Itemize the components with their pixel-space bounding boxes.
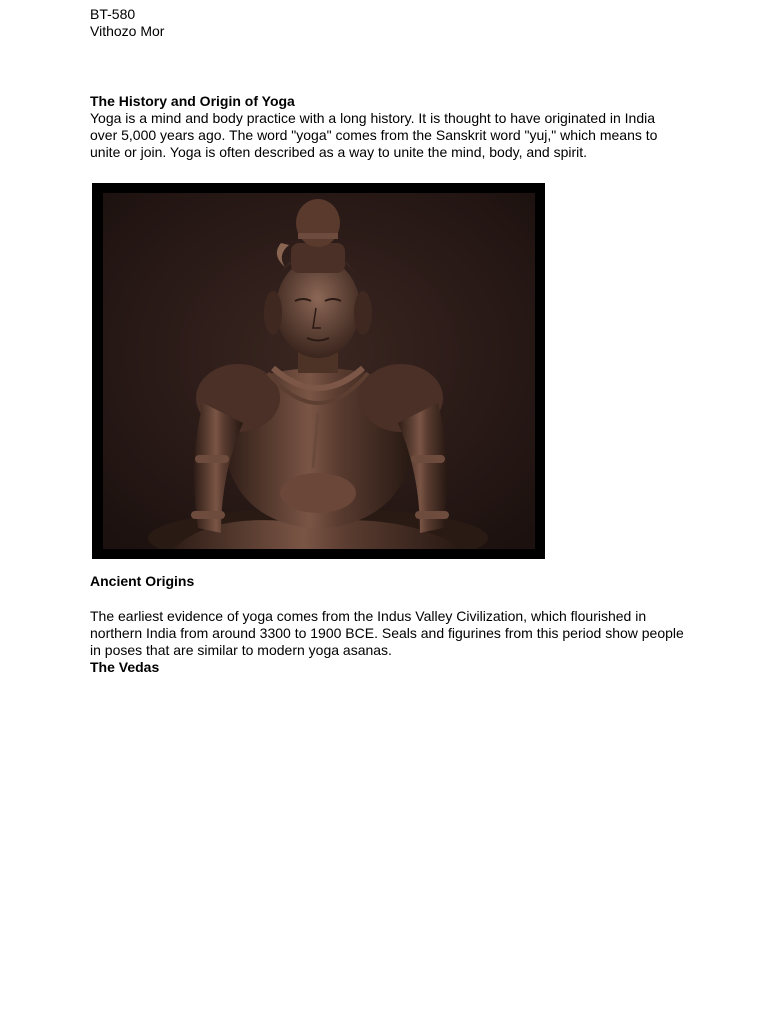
document-author: Vithozo Mor [90, 23, 165, 39]
ancient-section [90, 573, 690, 659]
intro-section [90, 93, 690, 161]
ancient-paragraph [90, 608, 690, 659]
intro-line: over 5,000 years ago. The word "yoga" comes from the Sanskrit word "yuj," which means to [90, 127, 658, 143]
ancient-line: The earliest evidence of yoga comes from the Indus Valley Civilization, which flourished in [90, 608, 647, 624]
intro-line: Yoga is a mind and body practice with a long history. It is thought to have originated in India [90, 110, 656, 126]
vedas-heading: The Vedas [90, 659, 160, 675]
intro-heading: The History and Origin of Yoga [90, 93, 295, 109]
intro-line: unite or join. Yoga is often described as a way to unite the mind, body, and spirit. [90, 144, 588, 160]
document-page [90, 6, 690, 676]
ancient-line: northern India from around 3300 to 1900 BCE. Seals and figurines from this period show people [90, 625, 684, 641]
document-code: BT-580 [90, 6, 136, 22]
ancient-heading: Ancient Origins [90, 573, 195, 589]
bronze-statue-illustration [103, 193, 535, 549]
ancient-line: in poses that are similar to modern yoga asanas. [90, 642, 392, 658]
intro-paragraph [90, 110, 690, 161]
vedas-section [90, 659, 690, 676]
document-header [90, 6, 690, 40]
yoga-statue-image [92, 183, 545, 559]
